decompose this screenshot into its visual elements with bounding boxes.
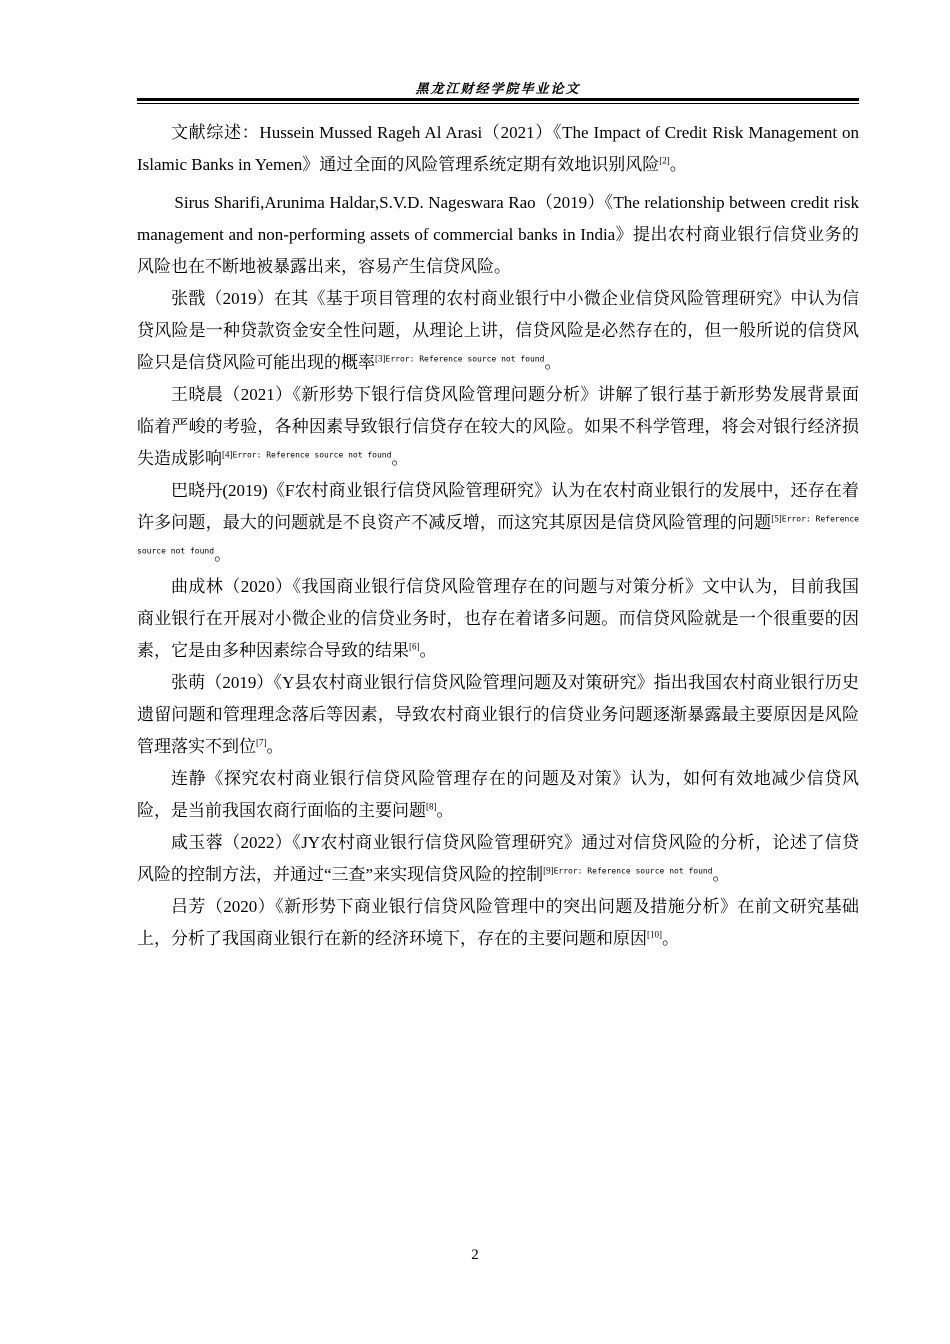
paragraph-text: 文献综述：Hussein Mussed Rageh Al Arasi（2021）《The Impact of Credit Risk Management on Islamic Banks in Yemen》通过全面的风险管理系统定期有效地识别风险 xyxy=(137,123,859,174)
reference-error-note: Error: Reference source not found xyxy=(385,354,545,364)
citation-ref: [7] xyxy=(256,737,267,748)
reference-error-note: Error: Reference source not found xyxy=(553,866,713,876)
header-rule-thin xyxy=(137,103,859,104)
paragraph-end: 。 xyxy=(669,155,687,174)
paragraph-3 xyxy=(137,283,859,379)
citation-ref: [3] xyxy=(375,353,386,364)
paragraph-end: 。 xyxy=(391,449,409,468)
citation-ref: [6] xyxy=(409,641,420,652)
paragraph-text: 巴晓丹(2019)《F农村商业银行信贷风险管理研究》认为在农村商业银行的发展中，还存在着许多问题，最大的问题就是不良资产不减反增，而这究其原因是信贷风险管理的问题 xyxy=(137,481,859,532)
paragraph-text: 吕芳（2020）《新形势下商业银行信贷风险管理中的突出问题及措施分析》在前文研究基础上，分析了我国商业银行在新的经济环境下，存在的主要问题和原因 xyxy=(137,897,859,948)
page-number: 2 xyxy=(471,1247,479,1263)
paragraph-7 xyxy=(137,667,859,763)
paragraph-text: 张戬（2019）在其《基于项目管理的农村商业银行中小微企业信贷风险管理研究》中认为信贷风险是一种贷款资金安全性问题，从理论上讲，信贷风险是必然存在的，但一般所说的信贷风险只是信贷风险可能出现的概率 xyxy=(137,289,859,372)
citation-ref: [5] xyxy=(771,513,782,524)
paragraph-text: 连静《探究农村商业银行信贷风险管理存在的问题及对策》认为，如何有效地减少信贷风险，是当前我国农商行面临的主要问题 xyxy=(137,769,859,820)
citation-ref: [4] xyxy=(222,449,233,460)
paragraph-end: 。 xyxy=(419,641,437,660)
paragraph-end: 。 xyxy=(662,929,679,948)
paragraph-end: 。 xyxy=(214,545,232,564)
paragraph-10 xyxy=(137,891,859,955)
paragraph-text: Sirus Sharifi,Arunima Haldar,S.V.D. Nageswara Rao（2019）《The relationship between credit risk management and non-performing assets of commercial banks in India》提出农村商业银行信贷业务的风险也在不断地被暴露出来，容易产生信贷风险。 xyxy=(137,193,859,276)
citation-ref: [2] xyxy=(659,155,670,166)
paragraph-end: 。 xyxy=(544,353,562,372)
paragraph-8 xyxy=(137,763,859,827)
paragraph-end: 。 xyxy=(712,865,730,884)
literature-review-body xyxy=(137,117,859,955)
paragraph-5 xyxy=(137,475,859,571)
reference-error-note: Error: Reference source not found xyxy=(232,450,392,460)
citation-ref: [8] xyxy=(426,801,437,812)
header-rule-thick xyxy=(137,98,859,101)
paragraph-end: 。 xyxy=(266,737,284,756)
paragraph-2 xyxy=(137,187,859,283)
paragraph-1 xyxy=(137,117,859,181)
paragraph-text: 张萌（2019）《Y县农村商业银行信贷风险管理问题及对策研究》指出我国农村商业银行历史遗留问题和管理理念落后等因素，导致农村商业银行的信贷业务问题逐渐暴露最主要原因是风险管理落实不到位 xyxy=(137,673,859,756)
citation-ref: [9] xyxy=(543,865,554,876)
paragraph-text: 咸玉蓉（2022）《JY农村商业银行信贷风险管理研究》通过对信贷风险的分析，论述了信贷风险的控制方法，并通过“三查”来实现信贷风险的控制 xyxy=(137,833,859,884)
paragraph-text: 王晓晨（2021）《新形势下银行信贷风险管理问题分析》讲解了银行基于新形势发展背景面临着严峻的考验，各种因素导致银行信贷存在较大的风险。如果不科学管理，将会对银行经济损失造成影响 xyxy=(137,385,859,468)
reference-error-note: Error: Reference source not found xyxy=(137,514,860,556)
paragraph-end: 。 xyxy=(436,801,454,820)
paragraph-6 xyxy=(137,571,859,667)
citation-ref: [10] xyxy=(647,929,662,940)
paragraph-4 xyxy=(137,379,859,475)
paragraph-text: 曲成林（2020）《我国商业银行信贷风险管理存在的问题与对策分析》文中认为，目前我国商业银行在开展对小微企业的信贷业务时，也存在着诸多问题。而信贷风险就是一个很重要的因素，它是由多种因素综合导致的结果 xyxy=(137,577,859,660)
running-header: 黑龙江财经学院毕业论文 xyxy=(415,82,581,97)
paragraph-9 xyxy=(137,827,859,891)
